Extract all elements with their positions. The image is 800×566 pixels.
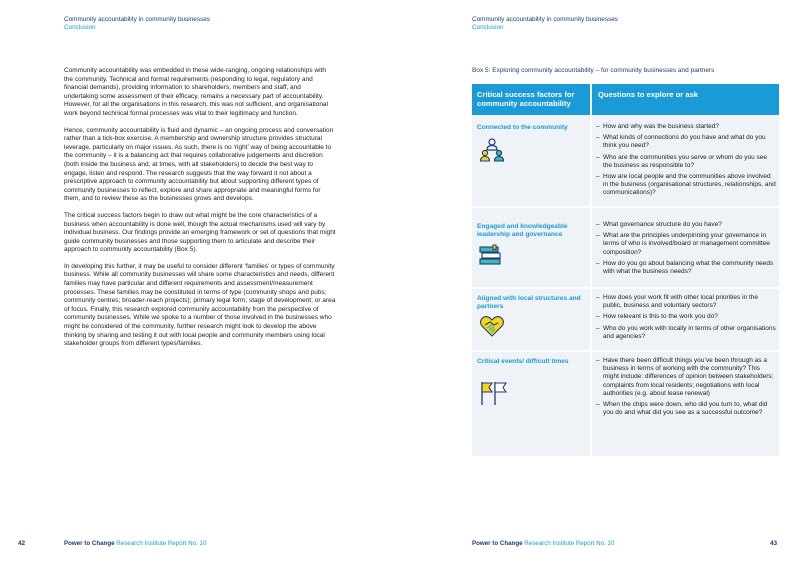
- column-header-questions: Questions to explore or ask: [598, 90, 699, 99]
- question-item: – Who do you work with locally in terms of other organisations and agencies?: [596, 325, 776, 341]
- paragraph: In developing this further, it may be useful to consider different ‘families’ or types of community business. While all community businesses will share some characteristics and needs, different families may have particular and different requirements and assessment/measurement processes. These families may be constituted in terms of type (community shops and pubs; community centres; broader-reach projects); primary legal form; stage of development; or area of focus. Finally, this research explored community accountability from the perspective of community businesses. While we spoke to a number of those involved in the businesses who might be considered of the community, further research might look to develop the above thinking by sharing and testing it out with local people and community members using local stakeholder groups from different types/families.: [64, 262, 336, 348]
- paragraph: Hence, community accountability is fluid and dynamic – an ongoing process and conversation rather than a tick-box exercise. A membership and ownership structure provides structural leverage, particularly on major issues. As such, there is no ‘right’ way of being accountable to the community – it is a balancing act that requires collaborative judgements and discretion (both inside the business and, at times, with all stakeholders) to decide the best way to engage, listen and respond. The research suggests that the way forward it not about a prescriptive approach to community accountability but about supporting different types of community businesses to reflect, explore and share appropriate and meaningful forms for them, and to review these as the businesses grows and develops.: [64, 126, 334, 203]
- footer: [64, 540, 206, 547]
- column-divider: [590, 84, 592, 456]
- table-header: [472, 84, 779, 115]
- paragraph: The critical success factors begin to draw out what might be the core characteristics of a business when accountability is done well, though the actual mechanisms used will vary by individual business. Our findings provide an emerging framework or set of questions that might guide community businesses and those supporting them to articulate and describe their approach to community accountability (Box 5).: [64, 211, 336, 254]
- footer-brand: Power to Change: [64, 540, 115, 547]
- row-divider: [472, 287, 779, 289]
- question-item: – How does your work fit with other local priorities in the public, business and voluntary sectors?: [596, 294, 776, 310]
- factor-label: Critical events/ difficult times: [477, 358, 569, 365]
- header-section: Conclusion: [472, 24, 504, 31]
- question-item: – Have there been difficult things you’ve been through as a business in terms of working with the community? This might include: differences of opinion between stakeholders; complaints from local residents; negotiations with local authorities (e.g. about lease renewal): [596, 357, 776, 398]
- header-title: Community accountability in community businesses: [64, 16, 210, 23]
- footer-brand: Power to Change: [472, 540, 523, 547]
- people-icon: [479, 138, 505, 167]
- paragraph: Community accountability was embedded in these wide-ranging, ongoing relationships with the community. Technical and formal requirements (responding to legal, regulatory and financial demands), providing information to shareholders, members and staff, and undertaking some assessment of their efficacy, remains a necessary part of accountability. However, for all the organisations in this research, this was not sufficient, and organisational work beyond technical formal processes was vital to their legitimacy and function.: [64, 67, 328, 117]
- row-divider: [472, 350, 779, 352]
- running-header: [472, 16, 618, 32]
- factor-label: Engaged and knowledgeable leadership and governance: [477, 223, 568, 239]
- question-list: [596, 294, 776, 344]
- question-list: [596, 357, 776, 420]
- box-5-table: [472, 84, 779, 456]
- handshake-heart-icon: [479, 314, 505, 343]
- factor-label: Aligned with local structures and partners: [477, 295, 581, 311]
- factor-label: Connected to the community: [477, 124, 568, 131]
- box-caption: Box 5: Exploring community accountability – for community businesses and partners: [472, 67, 715, 74]
- footer: [472, 540, 614, 547]
- question-item: – Who are the communities you serve or whom do you see the business as responsible to?: [596, 154, 776, 170]
- question-item: – When the chips were down, who did you turn to, what did you do and what did you see as a successful outcome?: [596, 401, 776, 417]
- row-divider: [472, 206, 779, 208]
- question-item: – What governance structure do you have?: [596, 221, 776, 229]
- books-icon: [479, 244, 503, 271]
- question-item: – How relevant is this to the work you do?: [596, 313, 776, 321]
- flags-icon: [479, 380, 509, 411]
- question-item: – What kinds of connections do you have and what do you think you need?: [596, 134, 776, 150]
- body-text: [64, 67, 336, 357]
- running-header: [64, 16, 210, 32]
- question-item: – How are local people and the communities above involved in the business (organisational structures, relationships, and communications)?: [596, 173, 776, 198]
- header-title: Community accountability in community businesses: [472, 16, 618, 23]
- footer-report: Research Institute Report No. 10: [524, 540, 615, 547]
- question-item: – What are the principles underpinning your governance in terms of who is involved/board or management committee composition?: [596, 232, 776, 257]
- right-page: [400, 0, 800, 566]
- question-item: – How and why was the business started?: [596, 123, 776, 131]
- header-section: Conclusion: [64, 24, 96, 31]
- column-header-factors: Critical success factors for community accountability: [477, 90, 575, 109]
- question-list: [596, 221, 776, 279]
- page-number: 43: [770, 540, 778, 547]
- footer-report: Research Institute Report No. 10: [116, 540, 207, 547]
- page-number: 42: [18, 540, 26, 547]
- question-list: [596, 123, 776, 201]
- question-item: – How do you go about balancing what the community needs with what the business needs?: [596, 260, 776, 276]
